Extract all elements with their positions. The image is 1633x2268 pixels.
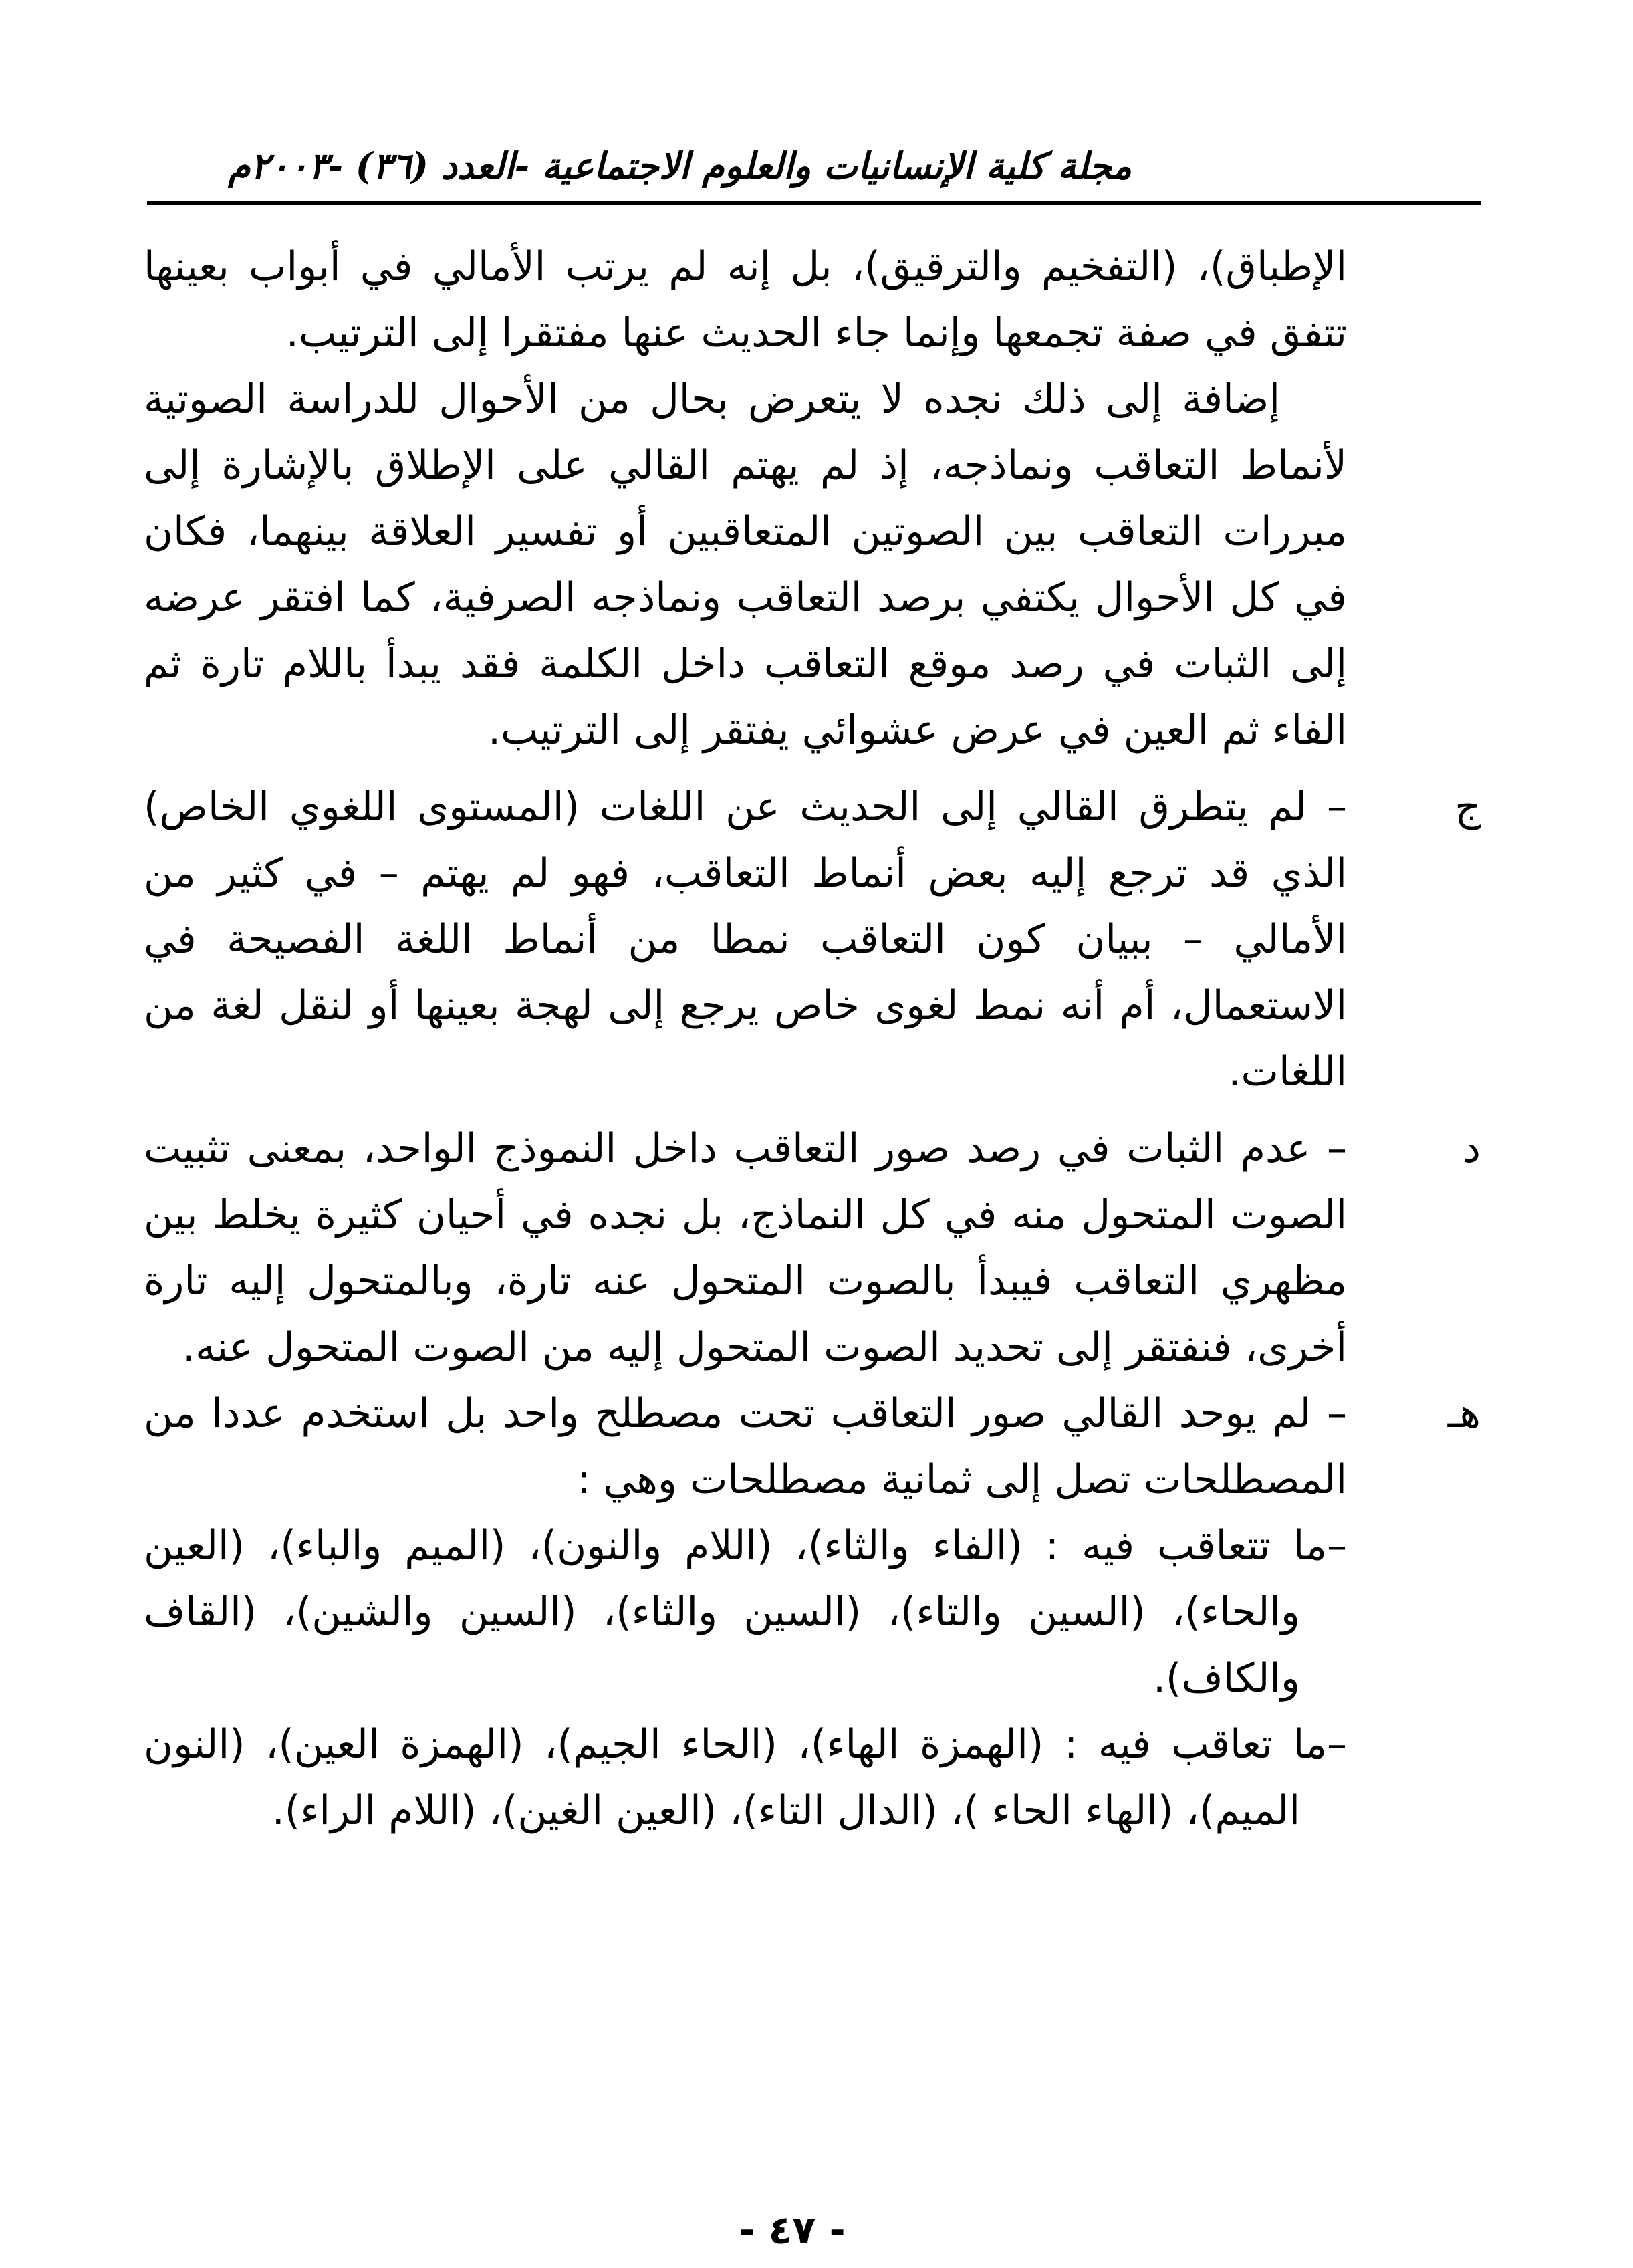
paragraph-gap bbox=[144, 1105, 1347, 1116]
list-item-ha bbox=[144, 1381, 1481, 1513]
header-rule bbox=[147, 201, 1481, 205]
body-text bbox=[144, 234, 1481, 1844]
list-item-dal bbox=[144, 1116, 1481, 1381]
list-item-text: – لم يتطرق القالي إلى الحديث عن اللغات (المستوى اللغوي الخاص) الذي قد ترجع إليه بعض أنماط التعاقب، فهو لم يهتم – في كثير من الأمالي – ببيان كون التعاقب نمطا من أنماط اللغة الفصيحة في الاستعمال، أم أنه نمط لغوى خاص يرجع إلى لهجة بعينها أو لنقل لغة من اللغات. bbox=[144, 784, 1347, 1095]
list-item-jeem bbox=[144, 774, 1481, 1105]
intro-paragraph: الإطباق)، (التفخيم والترقيق)، بل إنه لم يرتب الأمالي في أبواب بعينها تتفق في صفة تجمعها وإنما جاء الحديث عنها مفتقرا إلى الترتيب. bbox=[144, 243, 1347, 356]
sub-list-item: –ما تتعاقب فيه : (الفاء والثاء)، (اللام والنون)، (الميم والباء)، (العين والحاء)، (السين والتاء)، (السين والثاء)، (السين والشين)، (القاف والكاف). bbox=[144, 1522, 1347, 1702]
list-item-text: – لم يوحد القالي صور التعاقب تحت مصطلح واحد بل استخدم عددا من المصطلحات تصل إلى ثمانية مصطلحات وهي : bbox=[144, 1390, 1347, 1503]
sub-list-item: –ما تعاقب فيه : (الهمزة الهاء)، (الحاء الجيم)، (الهمزة العين)، (النون الميم)، (الهاء الحاء )، (الدال التاء)، (العين الغين)، (اللام الراء). bbox=[144, 1721, 1347, 1834]
list-item-marker: ج bbox=[1455, 784, 1481, 830]
list-item-marker: د bbox=[1463, 1125, 1481, 1172]
list-item-marker: هـ bbox=[1447, 1390, 1481, 1437]
paragraph-gap bbox=[144, 764, 1347, 774]
list-item-text: – عدم الثبات في رصد صور التعاقب داخل النموذج الواحد، بمعنى تثبيت الصوت المتحول منه في كل النماذج، بل نجده في أحيان كثيرة يخلط بين مظهري التعاقب فيبدأ بالصوت المتحول عنه تارة، وبالمتحول إليه تارة أخرى، فنفتقر إلى تحديد الصوت المتحول إليه من الصوت المتحول عنه. bbox=[144, 1125, 1347, 1371]
running-header: مجلة كلية الإنسانيات والعلوم الاجتماعية -العدد (٣٦) -٢٠٠٣م bbox=[228, 144, 1132, 187]
page-number: - ٤٧ - bbox=[739, 2207, 846, 2253]
body-paragraph: إضافة إلى ذلك نجده لا يتعرض بحال من الأحوال للدراسة الصوتية لأنماط التعاقب ونماذجه، إذ لم يهتم القالي على الإطلاق بالإشارة إلى مبررات التعاقب بين الصوتين المتعاقبين أو تفسير العلاقة بينهما، فكان في كل الأحوال يكتفي برصد التعاقب ونماذجه الصرفية، كما افتقر عرضه إلى الثبات في رصد موقع التعاقب داخل الكلمة فقد يبدأ باللام تارة ثم الفاء ثم العين في عرض عشوائي يفتقر إلى الترتيب. bbox=[144, 376, 1347, 754]
